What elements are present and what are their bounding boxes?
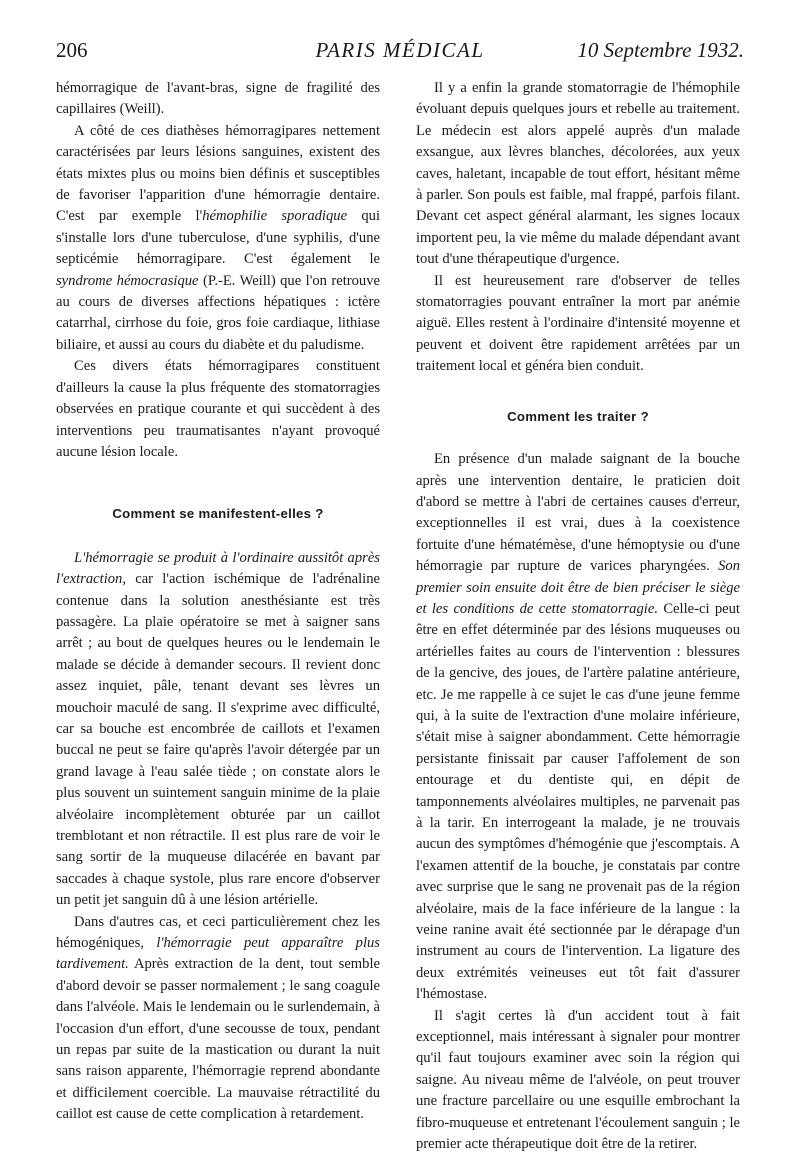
text-run: car l'action ischémique de l'adrénaline contenue dans la solution anesthésiante est très passagère. La plaie opératoire se met à saigner sans arrêt ; au bout de quelques heures ou le lendemain le malade se décide à demander secours. Il revient donc assez inquiet, pâle, tenant devant ses lèvres un mouchoir maculé de sang. Il s'exprime avec difficulté, car sa bouche est encombrée de caillots et l'examen buccal ne peut se faire qu'après l'avoir détergée par un grand lavage à l'eau salée tiède ; on constate alors le plus souvent un suintement sanguin minime de la plaie alvéolaire incomplètement obturée par un caillot tremblotant et non rétractile. Il est plus rare de voir le sang sortir de la muqueuse dilacérée en bavant par saccades à chaque systole, plus rare encore d'observer un petit jet sanguin dû à une lésion artérielle. <box>56 571 380 909</box>
text-run: qui s'installe lors d'une tuberculose, d'une syphilis, d'une septicémie hémorragipare. C'est également le <box>56 208 381 268</box>
paragraph: Il y a enfin la grande stomatorragie de l'hémophile évoluant depuis quelques jours et rebelle au traitement. Le médecin est alors appelé auprès d'un malade exsangue, aux lèvres blanches, décolorées, aux yeux caves, haletant, incapable de tout effort, hésitant même à parler. Son pouls est faible, mal frappé, parfois filant. Devant cet aspect général alarmant, les signes locaux importent peu, la vie même du malade dépendant avant tout d'une thérapeutique d'urgence. <box>416 80 740 268</box>
text-run: En présence d'un malade saignant de la bouche après une intervention dentaire, le praticien doit d'abord se mettre à l'abri de certaines causes d'erreur, exceptionnelles il est vrai, dues à la coexistence fortuite d'une hématémèse, d'une hémoptysie ou d'une hémorragie par rupture de varices pharyngées. <box>416 451 740 575</box>
spacer <box>416 378 740 406</box>
right-column <box>416 78 740 1156</box>
text-run: Dans d'autres cas, et ceci particulièrement chez les hémogéniques, <box>56 913 380 952</box>
left-column <box>56 78 380 1126</box>
paragraph <box>56 912 380 1126</box>
paragraph: hémorragique de l'avant-bras, signe de fragilité des capillaires (Weill). <box>56 80 380 118</box>
text-run: Celle-ci peut être en effet déterminée par des lésions muqueuses ou artérielles faites au cours de l'intervention : blessures de la gencive, des joues, de l'artère palatine antérieure, etc. Je me rappelle à ce sujet le cas d'une jeune femme qui, à la suite de l'extraction d'une molaire inférieure, s'était mise à saigner abondamment. Cette hémorragie persistante finissait par causer l'affolement de son entourage et du dentiste qui, en dépit de tamponnements alvéolaires multiples, ne parvenait pas à la tarir. En interrogeant la malade, je ne trouvais aucun des symptômes d'hémogénie que j'escomptais. A l'examen attentif de la bouche, je constatais par contre avec surprise que le sang ne provenait pas de la région alvéolaire, mais de la face inférieure de la langue : la veine ranine avait été sectionnée par le dérapage d'un instrument au cours de l'intervention. La ligature des deux extrémités veineuses eut tôt fait d'assurer l'hémostase. <box>416 600 740 1003</box>
section-heading: Comment se manifestent-elles ? <box>112 506 324 522</box>
spacer <box>56 463 380 503</box>
spacer <box>56 525 380 548</box>
paragraph: Il est heureusement rare d'observer de telles stomatorragies pouvant entraîner la mort par anémie aiguë. Elles restent à l'ordinaire d'intensité moyenne et peuvent et doivent être rapidement arrêtées par un traitement local et généra bien conduit. <box>416 272 740 375</box>
text-run: (P.-E. Weill) que l'on retrouve au cours de diverses affections hépatiques : ictère catarrhal, cirrhose du foie, gros foie cardiaque, lithiase biliaire, et aussi au cours du diabète et du paludisme. <box>56 272 380 353</box>
text-run: A côté de ces diathèses hémorragipares nettement caractérisées par leurs lésions sanguines, existent des états mixtes plus ou moins bien définis et susceptibles de favoriser l'apparition d'une hémorragie dentaire. C'est par exemple l' <box>56 122 380 225</box>
emphasis: L'hémorragie se produit à l'ordinaire aussitôt après l'extraction, <box>56 549 380 588</box>
paragraph <box>56 121 380 356</box>
paragraph <box>416 449 740 1006</box>
paragraph: Il s'agit certes là d'un accident tout à fait exceptionnel, mais intéressant à signaler pour montrer qu'il faut toujours examiner avec soin la région qui saigne. Au niveau même de l'alvéole, on peut trouver une fracture parcellaire ou une esquille embrochant la fibro-muqueuse et entretenant l'écoulement sanguin ; le premier acte thérapeutique doit être de la retirer. <box>416 1007 740 1153</box>
emphasis: hémophilie sporadique <box>202 208 348 225</box>
running-head <box>56 38 744 70</box>
emphasis: syndrome hémocrasique <box>56 272 199 289</box>
emphasis: l'hémorragie peut apparaître plus tardivement. <box>56 935 380 973</box>
issue-date: 10 Septembre 1932. <box>577 38 744 62</box>
paragraph <box>56 548 380 912</box>
spacer <box>416 427 740 449</box>
journal-title: PARIS MÉDICAL <box>315 38 485 62</box>
section-heading: Comment les traiter ? <box>507 408 649 424</box>
page-number: 206 <box>56 38 88 62</box>
text-run: Après extraction de la dent, tout semble d'abord devoir se passer normalement ; le sang coagule dans l'alvéole. Mais le lendemain ou le surlendemain, à l'occasion d'un effort, d'une secousse de toux, pendant un repas par suite de la mastication ou durant la nuit sans raison apparente, l'hémorragie reprend abondante et difficilement coercible. La mauvaise rétractilité du caillot est cause de cette complication à retardement. <box>56 956 380 1123</box>
paragraph: Ces divers états hémorragipares constituent d'ailleurs la cause la plus fréquente des stomatorragies observées en pratique courante et qui succèdent à des interventions peu traumatisantes n'ayant provoqué aucune lésion locale. <box>56 358 380 460</box>
emphasis: Son premier soin ensuite doit être de bien préciser le siège et les conditions de cette stomatorragie. <box>416 558 740 617</box>
